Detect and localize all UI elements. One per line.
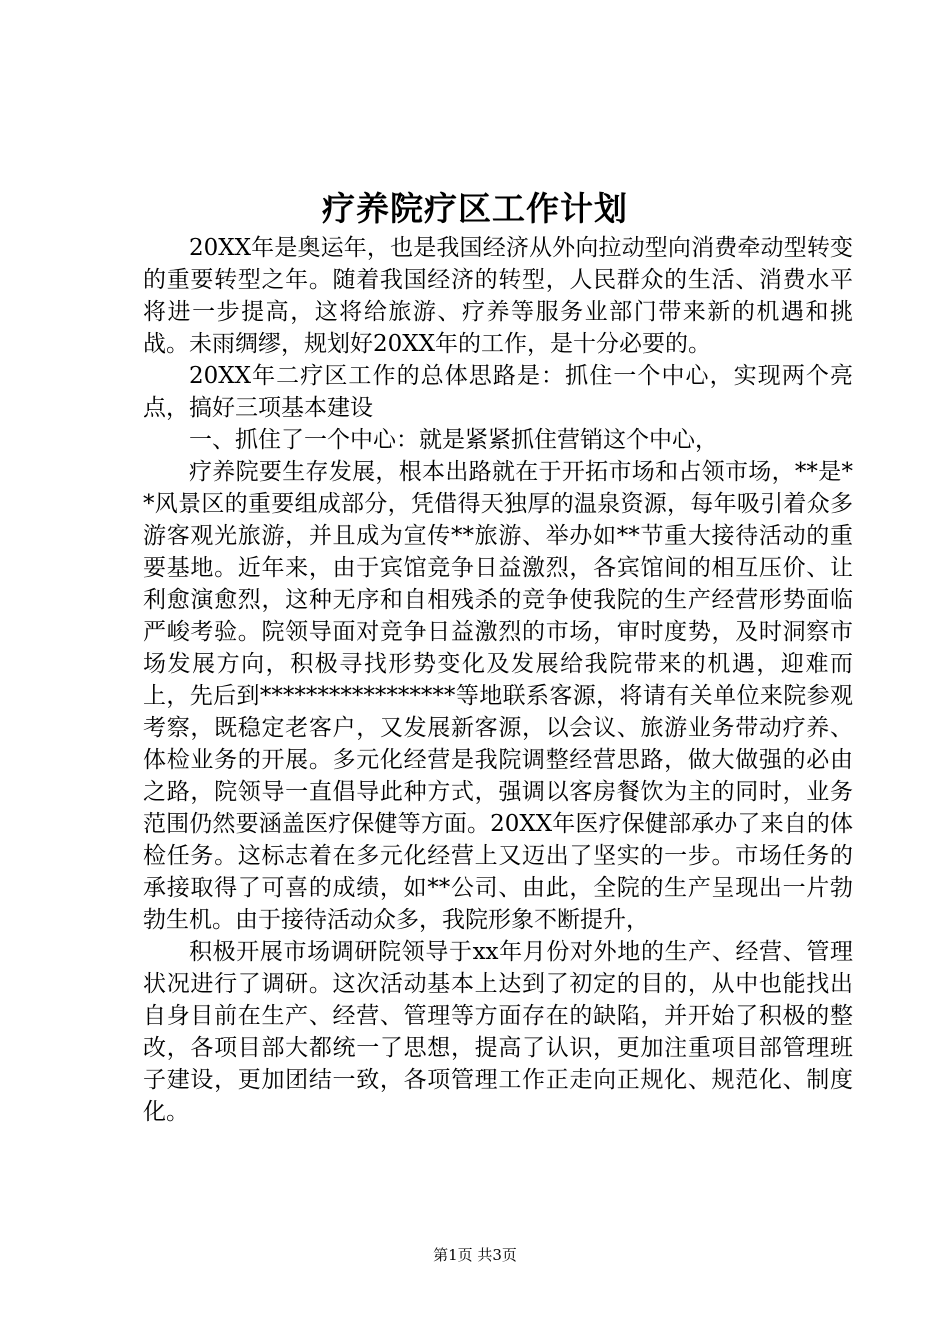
document-title: 疗养院疗区工作计划: [322, 189, 628, 228]
paragraph-market-development: 疗养院要生存发展，根本出路就在于开拓市场和占领市场，**是**风景区的重要组成部分，凭借得天独厚的温泉资源，每年吸引着众多游客观光旅游，并且成为宣传**旅游、举办如**节重大接待活动的重要基地。近年来，由于宾馆竞争日益激烈，各宾馆间的相互压价、让利愈演愈烈，这种无序和自相残杀的竞争使我院的生产经营形势面临严峻考验。院领导面对竞争日益激烈的市场，审时度势，及时洞察市场发展方向，积极寻找形势变化及发展给我院带来的机遇，迎难而上，先后到*****************等地联系客源，将请有关单位来院参观考察，既稳定老客户，又发展新客源，以会议、旅游业务带动疗养、体检业务的开展。多元化经营是我院调整经营思路，做大做强的必由之路，院领导一直倡导此种方式，强调以客房餐饮为主的同时，业务范围仍然要涵盖医疗保健等方面。20XX年医疗保健部承办了来自的体检任务。这标志着在多元化经营上又迈出了坚实的一步。市场任务的承接取得了可喜的成绩，如**公司、由此，全院的生产呈现出一片勃勃生机。由于接待活动众多，我院形象不断提升，: [143, 459, 853, 933]
paragraph-overall-approach: 20XX年二疗区工作的总体思路是：抓住一个中心，实现两个亮点，搞好三项基本建设: [143, 363, 853, 421]
page-footer: 第1页 共3页: [433, 1246, 517, 1264]
paragraph-section-one: 一、抓住了一个中心：就是紧紧抓住营销这个中心，: [189, 427, 718, 453]
paragraph-intro: 20XX年是奥运年，也是我国经济从外向拉动型向消费牵动型转变的重要转型之年。随着我国经济的转型，人民群众的生活、消费水平将进一步提高，这将给旅游、疗养等服务业部门带来新的机遇和挑战。未雨绸缪，规划好20XX年的工作，是十分必要的。: [143, 235, 853, 357]
paragraph-market-research: 积极开展市场调研院领导于xx年月份对外地的生产、经营、管理状况进行了调研。这次活动基本上达到了初定的目的，从中也能找出自身目前在生产、经营、管理等方面存在的缺陷，并开始了积极的整改，各项目部大都统一了思想，提高了认识，更加注重项目部管理班子建设，更加团结一致，各项管理工作正走向正规化、规范化、制度化。: [143, 939, 853, 1125]
document-body: [143, 232, 853, 1128]
